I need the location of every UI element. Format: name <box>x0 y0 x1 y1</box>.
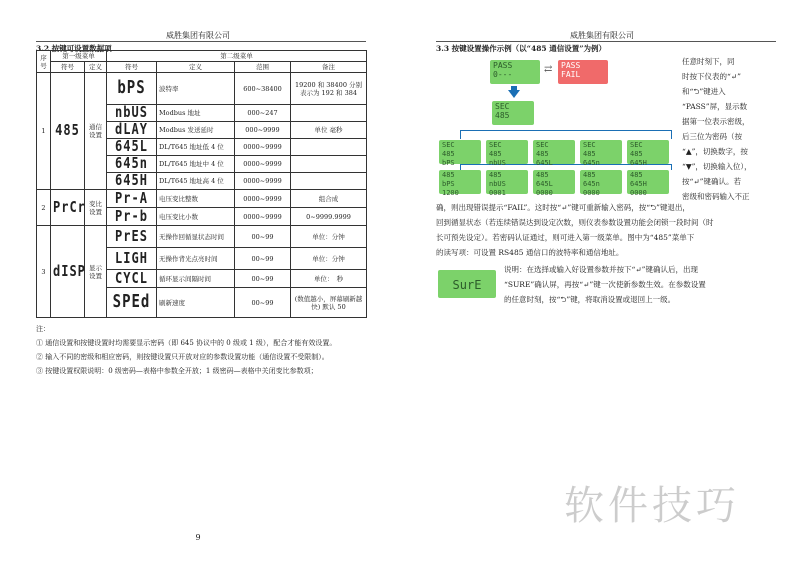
row-note <box>291 156 367 173</box>
note-item: ③ 按键设置权限说明：0 级密码—表格中参数全开放；1 级密码—表格中关闭变比参数项； <box>36 367 318 375</box>
lcd-sure: SurE <box>438 270 496 298</box>
row-def: DL/T645 地址中 4 位 <box>157 156 235 173</box>
row-range: 0000~9999 <box>235 208 291 226</box>
row-symbol: 645H <box>107 173 157 190</box>
row-note <box>291 173 367 190</box>
lcd-value-item: 485 645n 0000 <box>580 170 622 194</box>
row-def: 刷新速度 <box>157 288 235 318</box>
row-note: 单位：分钟 <box>291 226 367 248</box>
page-number: 9 <box>195 533 201 542</box>
settings-table <box>36 50 367 318</box>
exchange-icon: ⇄ <box>544 64 553 75</box>
group-def: 通信设置 <box>85 73 107 190</box>
lcd-sec-485: SEC 485 <box>492 101 534 125</box>
row-range: 00~99 <box>235 288 291 318</box>
left-page-header: 威胜集团有限公司 <box>166 31 230 40</box>
row-symbol: 645n <box>107 156 157 173</box>
row-range: 0000~9999 <box>235 173 291 190</box>
row-note <box>291 139 367 156</box>
lcd-fail: PASS FAIL <box>558 60 608 84</box>
group-symbol: PrCr <box>51 190 85 226</box>
row-note: 单位： 秒 <box>291 270 367 288</box>
header-def: 定义 <box>85 62 107 73</box>
lcd-menu-item: SEC 485 nbUS <box>486 140 528 164</box>
row-range: 0000~9999 <box>235 190 291 208</box>
paragraph-2: 说明：在选择或输入好设置参数并按下“↵”键确认后，出现 “SURE”确认屏，再按“↵”键一次使新参数生效。在参数设置 的任意时刻，按“⮌”键，将取消设置或退回上一级。 <box>504 265 706 304</box>
header-seq: 序号 <box>37 51 51 73</box>
row-range: 00~99 <box>235 248 291 270</box>
row-range: 0000~9999 <box>235 156 291 173</box>
section-title: 3.3 按键设置操作示例（以“485 通信设置”为例） <box>436 44 607 53</box>
header-level1: 第一级菜单 <box>51 51 107 62</box>
header-level2: 第二级菜单 <box>107 51 367 62</box>
down-arrow-icon <box>508 90 520 98</box>
lcd-value-item: 485 nbUS 0001 <box>486 170 528 194</box>
header-def2: 定义 <box>157 62 235 73</box>
row-symbol: CYCL <box>107 270 157 288</box>
header-rule <box>36 41 366 42</box>
row-def: DL/T645 地址低 4 位 <box>157 139 235 156</box>
lcd-value-item: 485 645L 0000 <box>533 170 575 194</box>
row-symbol: Pr-b <box>107 208 157 226</box>
header-symbol2: 符号 <box>107 62 157 73</box>
row-symbol: SPEd <box>107 288 157 318</box>
header-rule <box>436 41 776 42</box>
row-symbol: bPS <box>107 73 157 105</box>
note-item: ① 通信设置和按键设置时均需要显示密码（即 645 协议中的 0 级或 1 级），配合才能有效设置。 <box>36 339 337 347</box>
lcd-pass: PASS 0--- <box>490 60 540 84</box>
paragraph-1: 确，则出现错误提示“FAIL”。这时按“↵”键可重新输入密码，按“⮌”键退出， 回到循显状态（若连续错误达到设定次数，则仪表参数设置功能会闭锁一段时间（时 长可预先设定）。若密码认证通过，则可进入第一级菜单。图中为“485”菜单下 的读写项：可设置 RS485 通信口的波特率和通信地址。 <box>436 203 714 257</box>
row-symbol: Pr-A <box>107 190 157 208</box>
menu-bracket <box>460 130 672 139</box>
row-range: 00~99 <box>235 226 291 248</box>
row-range: 00~99 <box>235 270 291 288</box>
row-note <box>291 105 367 122</box>
row-symbol: PrES <box>107 226 157 248</box>
row-note: 单位：分钟 <box>291 248 367 270</box>
group-symbol: dISP <box>51 226 85 318</box>
row-note: 19200 和 38400 分别表示为 192 和 384 <box>291 73 367 105</box>
row-range: 000~247 <box>235 105 291 122</box>
lcd-menu-item: SEC 485 bPS <box>439 140 481 164</box>
lcd-value-item: 485 645H 0000 <box>627 170 669 194</box>
row-def: 电压变比整数 <box>157 190 235 208</box>
lcd-menu-item: SEC 485 645L <box>533 140 575 164</box>
row-def: Modbus 地址 <box>157 105 235 122</box>
watermark: 软件技巧 <box>564 483 740 529</box>
lcd-menu-item: SEC 485 645n <box>580 140 622 164</box>
header-note: 备注 <box>291 62 367 73</box>
row-def: 无操作回循显状态时间 <box>157 226 235 248</box>
header-symbol: 符号 <box>51 62 85 73</box>
row-symbol: dLAY <box>107 122 157 139</box>
row-def: 无操作背光点亮时间 <box>157 248 235 270</box>
right-page-header: 威胜集团有限公司 <box>570 31 634 40</box>
row-def: Modbus 发送延时 <box>157 122 235 139</box>
section-title: 3.2 按键可设置数据项 <box>36 44 112 53</box>
row-def: 波特率 <box>157 73 235 105</box>
group-def: 显示设置 <box>85 226 107 318</box>
row-note: (数值越小，屏幕刷新越快) 默认 50 <box>291 288 367 318</box>
row-range: 0000~9999 <box>235 139 291 156</box>
row-range: 600~38400 <box>235 73 291 105</box>
row-def: 循环显示间隔时间 <box>157 270 235 288</box>
row-note: 0~9999.9999 <box>291 208 367 226</box>
row-symbol: nbUS <box>107 105 157 122</box>
notes <box>36 322 366 378</box>
row-symbol: 645L <box>107 139 157 156</box>
header-range: 范围 <box>235 62 291 73</box>
left-page <box>0 0 396 566</box>
group-symbol: 485 <box>51 73 85 190</box>
lcd-value-item: 485 bPS 1200 <box>439 170 481 194</box>
group-def: 变比设置 <box>85 190 107 226</box>
row-def: DL/T645 地址高 4 位 <box>157 173 235 190</box>
row-def: 电压变比小数 <box>157 208 235 226</box>
group-seq: 3 <box>37 226 51 318</box>
notes-title: 注： <box>36 325 50 333</box>
side-description: 任意时刻下，同 时按下仪表的“↵” 和“⮌”键进入 “PASS”屏，显示数 据第一位表示密级， 后三位为密码（按 “▲”，切换数字，按 “▼”，切换输入位）， 按“↵”键确认。若 密级和密码输入不正 <box>682 57 752 201</box>
note-item: ② 输入不同的密级和相应密码，则按键设置只开放对应的参数设置功能（通信设置不受限制）。 <box>36 353 329 361</box>
group-seq: 1 <box>37 73 51 190</box>
group-seq: 2 <box>37 190 51 226</box>
lcd-menu-item: SEC 485 645H <box>627 140 669 164</box>
row-symbol: LIGH <box>107 248 157 270</box>
row-note: 单位 毫秒 <box>291 122 367 139</box>
row-note: 组合成 <box>291 190 367 208</box>
row-range: 000~9999 <box>235 122 291 139</box>
